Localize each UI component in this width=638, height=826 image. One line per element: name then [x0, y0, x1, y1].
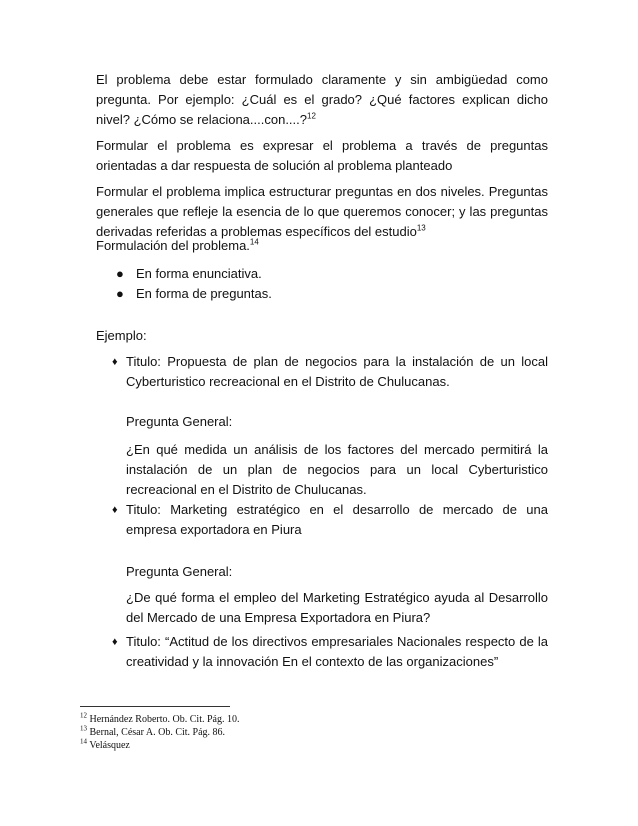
paragraph-text: Formular el problema implica estructurar preguntas en dos niveles. Preguntas generales que refleje la esencia de lo que queremos conocer; y las preguntas derivadas referidas a problemas específicos del estudio	[96, 184, 548, 239]
footnote	[80, 737, 130, 752]
question-label: Pregunta General:	[126, 414, 233, 429]
footnote-number: 14	[80, 737, 87, 746]
example-title-text: Titulo: Propuesta de plan de negocios para la instalación de un local Cyberturistico recreacional en el Distrito de Chulucanas.	[126, 354, 548, 389]
paragraph-formulation-heading	[96, 236, 548, 256]
example-title-text: Titulo: Marketing estratégico en el desarrollo de mercado de una empresa exportadora en Piura	[126, 502, 548, 537]
footnote-ref[interactable]: 12	[307, 111, 316, 121]
example-title-item	[104, 500, 548, 540]
diamond-bullet-icon: ♦	[112, 356, 118, 368]
bullet-text: En forma enunciativa.	[136, 266, 262, 281]
footnote-text: Hernández Roberto. Ob. Cit. Pág. 10.	[89, 714, 240, 725]
paragraph-problem-definition	[96, 70, 548, 130]
footnote-text: Bernal, César A. Ob. Cit. Pág. 86.	[89, 727, 226, 738]
footnote-number: 13	[80, 724, 87, 733]
question-text: ¿De qué forma el empleo del Marketing Estratégico ayuda al Desarrollo del Mercado de una Empresa Exportadora en Piura?	[126, 590, 548, 625]
paragraph-text: Formular el problema es expresar el problema a través de preguntas orientadas a dar respuesta de solución al problema planteado	[96, 138, 548, 173]
footnote-number: 12	[80, 711, 87, 720]
footnote	[80, 711, 240, 726]
paragraph-text: El problema debe estar formulado claramente y sin ambigüedad como pregunta. Por ejemplo: ¿Cuál es el grado? ¿Qué factores explican dicho nivel? ¿Cómo se relaciona....con....?	[96, 72, 548, 127]
question-label: Pregunta General:	[126, 564, 233, 579]
example-label: Ejemplo:	[96, 328, 147, 343]
bullet-dot-icon: ●	[116, 286, 124, 301]
example-title-text: Titulo: “Actitud de los directivos empresariales Nacionales respecto de la creatividad y la innovación En el contexto de las organizaciones”	[126, 634, 548, 669]
example-title-item	[104, 352, 548, 392]
diamond-bullet-icon: ♦	[112, 504, 118, 516]
paragraph-levels	[96, 182, 548, 242]
footnote-ref[interactable]: 14	[249, 237, 259, 247]
paragraph-formulate	[96, 136, 548, 176]
footnote-ref[interactable]: 13	[416, 223, 426, 233]
example-title-item	[104, 632, 548, 672]
footnote-text: Velásquez	[89, 740, 130, 751]
bullet-dot-icon: ●	[116, 266, 124, 281]
footnote-divider	[80, 706, 230, 707]
diamond-bullet-icon: ♦	[112, 636, 118, 648]
paragraph-text: Formulación del problema.	[96, 238, 250, 253]
question-text: ¿En qué medida un análisis de los factores del mercado permitirá la instalación de un plan de negocios para un local Cyberturistico recreacional en el Distrito de Chulucanas.	[126, 442, 548, 497]
footnote	[80, 724, 226, 739]
bullet-text: En forma de preguntas.	[136, 286, 272, 301]
